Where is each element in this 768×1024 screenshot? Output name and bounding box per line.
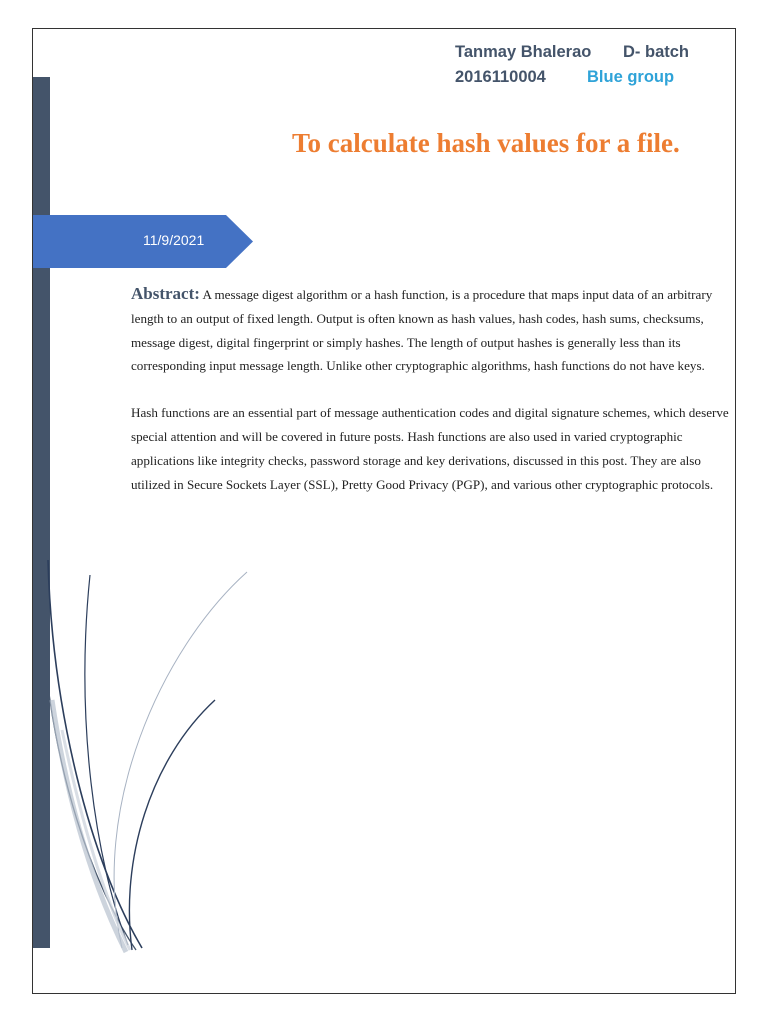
group-label: Blue group (587, 68, 675, 86)
student-id: 2016110004 (455, 68, 546, 86)
date-banner (33, 215, 253, 268)
abstract-section (131, 282, 729, 519)
document-date: 11/9/2021 (143, 232, 205, 248)
abstract-paragraph-1 (131, 282, 729, 378)
batch-label: D- batch (623, 43, 689, 61)
id-line (455, 65, 725, 90)
abstract-label: Abstract: (131, 284, 200, 303)
document-title: To calculate hash values for a file. (292, 128, 680, 158)
abstract-text-1: A message digest algorithm or a hash function, is a procedure that maps input data of an arbitrary length to an output of fixed length. Output is often known as hash values, hash codes, hash sums, checksums, message digest, digital fingerprint or simply hashes. The length of output hashes is generally less than its corresponding input message length. Unlike other cryptographic algorithms, hash functions do not have keys. (131, 287, 713, 374)
abstract-paragraph-2: Hash functions are an essential part of message authentication codes and digital signature schemes, which deserve special attention and will be covered in future posts. Hash functions are also used in varied cryptographic applications like integrity checks, password storage and key derivations, discussed in this post. They are also utilized in Secure Sockets Layer (SSL), Pretty Good Privacy (PGP), and various other cryptographic protocols. (131, 405, 729, 492)
author-name: Tanmay Bhalerao (455, 43, 592, 61)
author-line (455, 40, 725, 65)
author-header (455, 40, 725, 90)
decorative-swoosh-lines (40, 560, 270, 955)
